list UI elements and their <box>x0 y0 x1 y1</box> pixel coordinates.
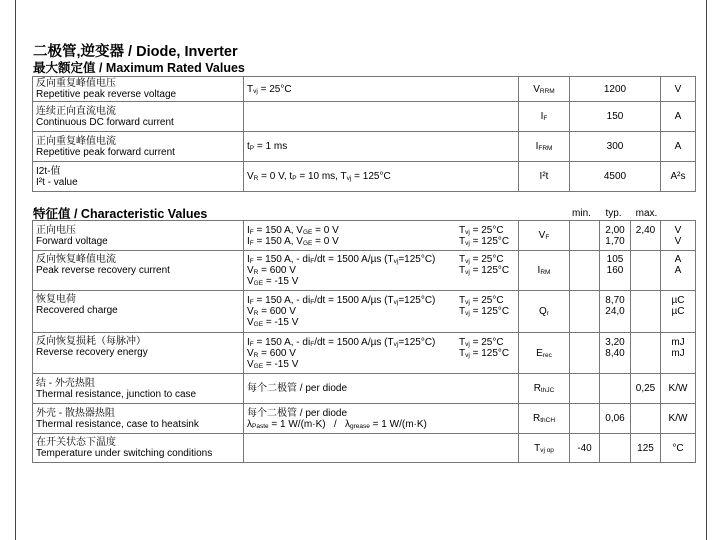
table-row <box>33 434 696 463</box>
table-row <box>33 132 696 162</box>
param-cn: 在开关状态下温度 <box>36 437 116 448</box>
param-cn: 正向电压 <box>36 224 76 236</box>
max-value: 2,40 <box>631 221 661 251</box>
conditions: $I_F = 150$ A, - $di_F/dt = 1500$ A/µs $(T_{vj}=125^\circ C)$ $T_{vj} = 25^\circ C$ $V_R = 600$ V $T_{vj} = 125^\circ C$ $V_{GE} = -15$ V <box>244 291 519 333</box>
unit: mJ mJ <box>661 333 696 374</box>
table-row <box>33 221 696 251</box>
param-en: Thermal resistance, case to heatsink <box>36 418 199 430</box>
param-en: Repetitive peak reverse voltage <box>36 89 177 100</box>
col-header-typ: typ. <box>605 208 622 219</box>
conditions <box>244 434 519 463</box>
conditions: 每个二极管 / per diode $\lambda_{Paste} = 1$ $W/(m\cdot K) / \lambda_{grease} = 1$ W/(m·K) <box>244 404 519 434</box>
param-cn: 反向恢复损耗（每脉冲） <box>36 336 146 347</box>
condition: $T_{vj} = 25^\circ C$ <box>244 77 519 102</box>
symbol: $I_F$ <box>519 102 570 132</box>
value: 300 <box>570 132 661 162</box>
param-en: Temperature under switching conditions <box>36 448 213 459</box>
typ-value: 2,00 1,70 <box>600 221 631 251</box>
unit: A²s <box>661 162 696 192</box>
min-value <box>570 291 600 333</box>
param-cn: 正向重复峰值电流 <box>36 135 116 147</box>
table-row <box>33 333 696 374</box>
typ-value: 0,06 <box>600 404 631 434</box>
table-row <box>33 162 696 192</box>
max-value: 0,25 <box>631 374 661 404</box>
typ-value: 8,70 24,0 <box>600 291 631 333</box>
condition <box>244 102 519 132</box>
value: 1200 <box>570 77 661 102</box>
symbol: $I_{RM}$ <box>519 251 570 291</box>
param-en: Reverse recovery energy <box>36 347 148 358</box>
characteristics-heading: 特征值 / Characteristic Values <box>33 207 208 221</box>
conditions: $I_F = 150$ A, - $di_F/dt = 1500$ A/µs $(T_{vj}=125^\circ C)$ $T_{vj} = 25^\circ C$ $V_R = 600$ V $T_{vj} = 125^\circ C$ $V_{GE} = -15$ V <box>244 333 519 374</box>
symbol: $R_{thCH}$ <box>519 404 570 434</box>
symbol: $I_{FRM}$ <box>519 132 570 162</box>
max-value <box>631 291 661 333</box>
symbol: $V_F$ <box>519 221 570 251</box>
unit: V <box>661 77 696 102</box>
param-en: Thermal resistance, junction to case <box>36 388 197 400</box>
param-en: Recovered charge <box>36 305 118 316</box>
typ-value <box>600 374 631 404</box>
conditions: $I_F = 150$ A, $V_{GE} = 0$ V $T_{vj} = 25^\circ C$ $I_F = 150$ A, $V_{GE} = 0$ V $T_{vj} = 125^\circ C$ <box>244 221 519 251</box>
characteristics-table <box>32 220 696 463</box>
typ-value <box>600 434 631 463</box>
param-cn: I2t-值 <box>36 165 61 177</box>
param-en: Continuous DC forward current <box>36 116 174 128</box>
value: 150 <box>570 102 661 132</box>
table-row <box>33 291 696 333</box>
table-row <box>33 404 696 434</box>
param-cn: 连续正向直流电流 <box>36 105 116 117</box>
col-header-max: max. <box>635 208 658 219</box>
param-cn: 反向重复峰值电压 <box>36 78 116 89</box>
max-ratings-table <box>32 76 696 192</box>
min-value <box>570 251 600 291</box>
col-header-min: min. <box>572 208 591 219</box>
min-value <box>570 333 600 374</box>
max-ratings-heading: 最大额定值 / Maximum Rated Values <box>33 61 245 75</box>
condition: $t_P = 1$ ms <box>244 132 519 162</box>
unit: K/W <box>661 404 696 434</box>
param-en: Repetitive peak forward current <box>36 146 175 158</box>
unit: K/W <box>661 374 696 404</box>
value: 4500 <box>570 162 661 192</box>
param-cn: 反向恢复峰值电流 <box>36 254 116 265</box>
min-value <box>570 374 600 404</box>
max-value <box>631 251 661 291</box>
max-value: 125 <box>631 434 661 463</box>
param-cn: 结 - 外壳热阻 <box>36 377 95 389</box>
conditions: 每个二极管 / per diode <box>244 374 519 404</box>
param-cn: 恢复电荷 <box>36 294 76 305</box>
unit: µC µC <box>661 291 696 333</box>
typ-value: 3,20 8,40 <box>600 333 631 374</box>
min-value: -40 <box>570 434 600 463</box>
symbol: $T_{vj op}$ <box>519 434 570 463</box>
condition: $V_R = 0$ V, $t_P = 10$ ms, $T_{vj} = 125^\circ C$ <box>244 162 519 192</box>
param-en: Forward voltage <box>36 235 108 247</box>
symbol: I²t <box>519 162 570 192</box>
conditions: $I_F = 150$ A, - $di_F/dt = 1500$ A/µs $(T_{vj}=125^\circ C)$ $T_{vj} = 25^\circ C$ $V_R = 600$ V $T_{vj} = 125^\circ C$ $V_{GE} = -15$ V <box>244 251 519 291</box>
min-value <box>570 221 600 251</box>
symbol: $Q_r$ <box>519 291 570 333</box>
symbol: $R_{thJC}$ <box>519 374 570 404</box>
min-value <box>570 404 600 434</box>
table-row <box>33 102 696 132</box>
table-row <box>33 374 696 404</box>
unit: A <box>661 132 696 162</box>
typ-value: 105 160 <box>600 251 631 291</box>
table-row <box>33 251 696 291</box>
param-en: Peak reverse recovery current <box>36 265 170 276</box>
table-row <box>33 77 696 102</box>
symbol: $E_{rec}$ <box>519 333 570 374</box>
unit: A A <box>661 251 696 291</box>
max-value <box>631 333 661 374</box>
max-value <box>631 404 661 434</box>
symbol: $V_{RRM}$ <box>519 77 570 102</box>
section-title: 二极管,逆变器 / Diode, Inverter <box>33 44 238 60</box>
param-cn: 外壳 - 散热器热阻 <box>36 407 115 419</box>
unit: V V <box>661 221 696 251</box>
param-en: I²t - value <box>36 176 78 188</box>
unit: A <box>661 102 696 132</box>
unit: °C <box>661 434 696 463</box>
